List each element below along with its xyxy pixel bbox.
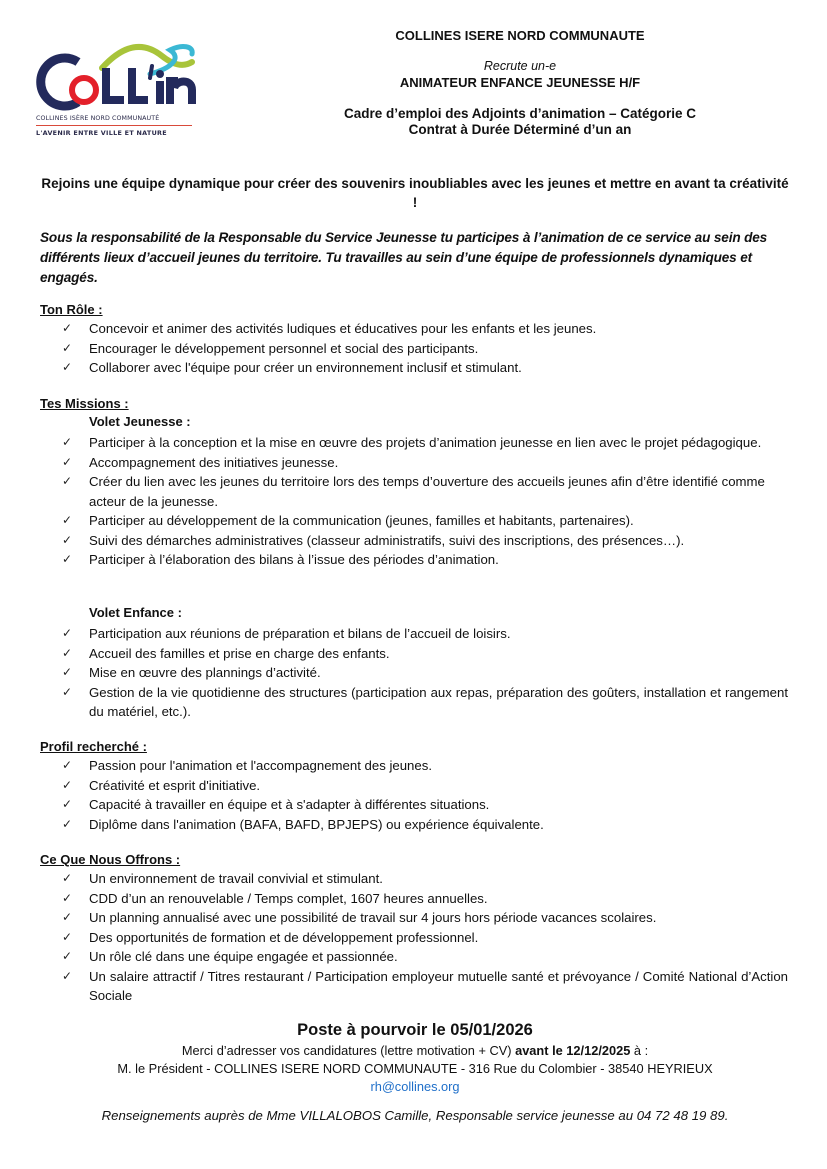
list-item: ✓ Suivi des démarches administratives (classeur administratifs, suivi des inscriptions, des présences…). — [62, 531, 788, 551]
offrons-list — [62, 869, 788, 1006]
check-icon: ✓ — [62, 777, 73, 792]
intro-text: Rejoins une équipe dynamique pour créer des souvenirs inoubliables avec les jeunes et mettre en avant ta créativité ! — [41, 176, 789, 210]
list-item: ✓ Concevoir et animer des activités ludiques et éducatives pour les enfants et les jeunes. — [62, 319, 788, 339]
check-icon: ✓ — [62, 890, 73, 905]
subsection-title-jeunesse: Volet Jeunesse : — [89, 414, 191, 429]
contract-type: Contrat à Durée Déterminé d’un an — [408, 122, 632, 137]
list-item: ✓ Capacité à travailler en équipe et à s'adapter à différentes situations. — [62, 795, 788, 815]
start-date: Poste à pourvoir le 05/01/2026 — [297, 1021, 533, 1039]
collin-logo — [32, 28, 200, 143]
role-list — [62, 319, 788, 378]
check-icon: ✓ — [62, 645, 73, 660]
lead-paragraph: Sous la responsabilité de la Responsable du Service Jeunesse tu participes à l’animation de ce service au sein des différents lieux d’accueil jeunes du territoire. Tu travailles au sein d’une équipe de professionnels dynamiques et engagés. — [40, 230, 768, 285]
list-item: ✓ Un salaire attractif / Titres restaurant / Participation employeur mutuelle santé et prévoyance / Comité National d’Action Sociale — [62, 968, 788, 1003]
list-item: ✓ Un planning annualisé avec une possibilité de travail sur 4 jours hors période vacances scolaires. — [62, 908, 788, 928]
section-title-offrons: Ce Que Nous Offrons : — [40, 852, 181, 867]
application-instructions: Merci d’adresser vos candidatures (lettre motivation + CV) avant le 12/12/2025 à : — [181, 1043, 649, 1058]
logo-divider — [36, 125, 192, 126]
section-title-profil: Profil recherché : — [40, 739, 147, 754]
postal-address: M. le Président - COLLINES ISERE NORD COMMUNAUTE - 316 Rue du Colombier - 38540 HEYRIEUX — [117, 1061, 713, 1076]
logo-tagline: L'AVENIR ENTRE VILLE ET NATURE — [36, 129, 167, 137]
check-icon: ✓ — [62, 454, 73, 469]
check-icon: ✓ — [62, 340, 73, 355]
check-icon: ✓ — [62, 626, 73, 640]
logo-subtitle: COLLINES ISÈRE NORD COMMUNAUTÉ — [36, 115, 160, 122]
check-icon: ✓ — [62, 665, 73, 679]
list-item: ✓ Collaborer avec l'équipe pour créer un environnement inclusif et stimulant. — [62, 358, 788, 378]
check-icon: ✓ — [62, 532, 73, 547]
contact-info: Renseignements auprès de Mme VILLALOBOS Camille, Responsable service jeunesse au 04 72 48 19 89. — [101, 1108, 729, 1123]
list-item: ✓ Participer au développement de la communication (jeunes, familles et habitants, partenaires). — [62, 511, 788, 531]
check-icon: ✓ — [62, 474, 73, 488]
subsection-title-enfance: Volet Enfance : — [89, 605, 182, 620]
check-icon: ✓ — [62, 552, 73, 566]
check-icon: ✓ — [62, 684, 73, 699]
check-icon: ✓ — [62, 949, 73, 963]
list-item: ✓ Participer à la conception et la mise en œuvre des projets d’animation jeunesse en lien avec le projet pédagogique. — [62, 433, 788, 453]
application-deadline: avant le 12/12/2025 — [515, 1043, 631, 1058]
jeunesse-list — [62, 433, 788, 570]
check-icon: ✓ — [62, 910, 73, 924]
organization-name: COLLINES ISERE NORD COMMUNAUTE — [395, 28, 645, 43]
list-item: ✓ Un rôle clé dans une équipe engagée et passionnée. — [62, 947, 788, 967]
profil-list — [62, 756, 788, 834]
enfance-list — [62, 624, 788, 722]
list-item: ✓ Créativité et esprit d'initiative. — [62, 776, 788, 796]
job-title: ANIMATEUR ENFANCE JEUNESSE H/F — [399, 75, 641, 90]
check-icon: ✓ — [62, 797, 73, 811]
collin-logo-mark-icon — [32, 28, 200, 116]
check-icon: ✓ — [62, 968, 73, 983]
list-item: ✓ Un environnement de travail convivial et stimulant. — [62, 869, 788, 889]
list-item: ✓ Accompagnement des initiatives jeunesse. — [62, 453, 788, 473]
check-icon: ✓ — [62, 871, 73, 885]
list-item: ✓ Passion pour l'animation et l'accompagnement des jeunes. — [62, 756, 788, 776]
job-cadre: Cadre d’emploi des Adjoints d’animation – Catégorie C — [343, 106, 697, 121]
check-icon: ✓ — [62, 321, 73, 335]
check-icon: ✓ — [62, 435, 73, 449]
check-icon: ✓ — [62, 758, 73, 772]
check-icon: ✓ — [62, 360, 73, 374]
list-item: ✓ Gestion de la vie quotidienne des structures (participation aux repas, préparation des goûters, installation et rangement du matériel, etc.). — [62, 684, 788, 719]
list-item: ✓ CDD d’un an renouvelable / Temps complet, 1607 heures annuelles. — [62, 889, 788, 909]
section-title-missions: Tes Missions : — [40, 396, 129, 411]
list-item: ✓ Créer du lien avec les jeunes du territoire lors des temps d’ouverture des accueils jeunes afin d’être identifié comme acteur de la jeunesse. — [62, 474, 765, 509]
list-item: ✓ Diplôme dans l'animation (BAFA, BAFD, BPJEPS) ou expérience équivalente. — [62, 815, 788, 835]
check-icon: ✓ — [62, 513, 73, 527]
email-link[interactable]: rh@collines.org — [370, 1079, 460, 1094]
list-item: ✓ Encourager le développement personnel et social des participants. — [62, 339, 788, 359]
list-item: ✓ Accueil des familles et prise en charge des enfants. — [62, 644, 788, 664]
check-icon: ✓ — [62, 929, 73, 944]
list-item: ✓ Mise en œuvre des plannings d’activité. — [62, 663, 788, 683]
section-title-role: Ton Rôle : — [40, 302, 103, 317]
list-item: ✓ Participer à l’élaboration des bilans à l’issue des périodes d’animation. — [62, 550, 788, 570]
list-item: ✓ Participation aux réunions de préparation et bilans de l’accueil de loisirs. — [62, 624, 788, 644]
check-icon: ✓ — [62, 816, 73, 831]
list-item: ✓ Des opportunités de formation et de développement professionnel. — [62, 928, 788, 948]
recruits-label: Recrute un-e — [483, 59, 557, 73]
